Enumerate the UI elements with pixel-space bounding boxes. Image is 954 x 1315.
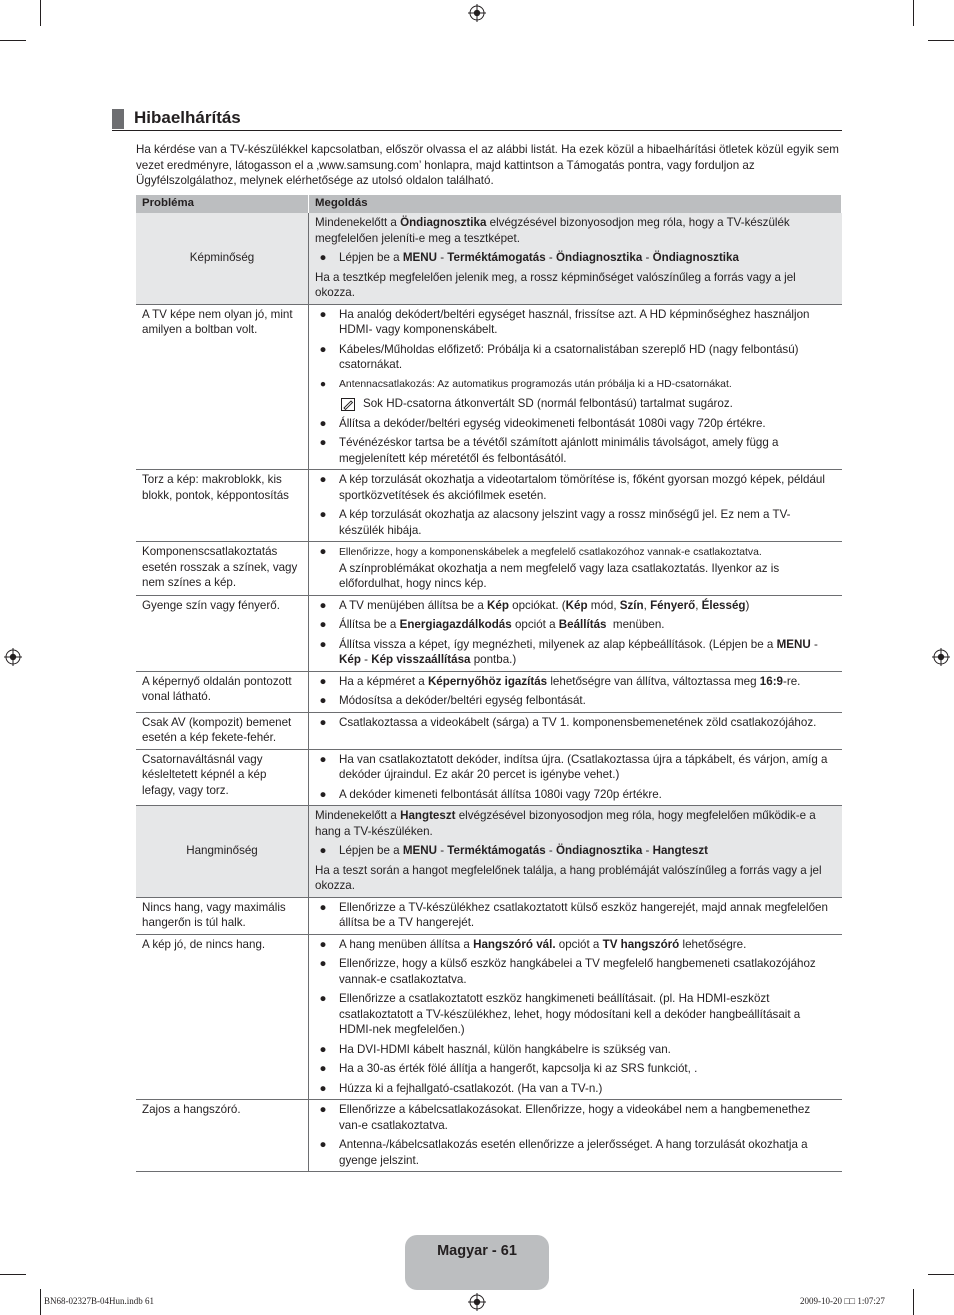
column-header-solution: Megoldás (309, 195, 842, 213)
note-item: Sok HD-csatorna átkonvertált SD (normál felbontású) tartalmat sugároz. (315, 396, 836, 412)
bullet-icon: ● (319, 957, 327, 970)
problem-cell: Komponenscsatlakoztatás esetén rosszak a színek, vagy nem színes a kép. (136, 542, 309, 596)
solution-bullet: ● Csatlakoztassa a videokábelt (sárga) a TV 1. komponensbemenetének zöld csatlakozójához. (315, 715, 836, 731)
bullet-icon: ● (319, 436, 327, 449)
solution-bullet: ● Kábeles/Műholdas előfizető: Próbálja ki a csatornalistában szereplő HD (nagy felbontású) csatornákat. (315, 342, 836, 373)
bullet-icon: ● (319, 1103, 327, 1116)
intro-paragraph: Ha kérdése van a TV-készülékkel kapcsolatban, először olvassa el az alábbi listát. Ha ezek közül a hibaelhárítási ötletek közül egyik sem vezet eredményre, látogasson el a ‚www.samsung.com’ honlapra, majd kattintson a Támogatás pontra, vagy forduljon az Ügyfélszolgálathoz, melynek elérhetősége az utolsó oldalon található. (136, 143, 839, 187)
solution-bullet: ● Ellenőrizze, hogy a külső eszköz hangkábelei a TV megfelelő hangbemeneti csatlakozójához vannak-e csatlakoztatva. (315, 956, 836, 987)
solution-cell (309, 712, 842, 749)
bullet-icon: ● (319, 618, 327, 631)
solution-bullet: ● Ellenőrizze, hogy a komponenskábelek a megfelelő csatlakozóhoz vannak-e csatlakoztatva. A színproblémákat okozhatja a nem megfelelő vagy laza csatlakoztatás. Ilyenkor az is előfordulhat, hogy nincs kép. (315, 544, 836, 592)
bullet-icon: ● (319, 715, 327, 729)
solution-bullet: ● Lépjen be a MENU - Terméktámogatás - Öndiagnosztika - Hangteszt (315, 843, 836, 859)
table-row (136, 749, 842, 806)
problem-cell: A kép jó, de nincs hang. (136, 934, 309, 1100)
column-header-problem: Probléma (136, 195, 309, 213)
bullet-icon: ● (319, 378, 327, 390)
solution-bullet: ● Húzza ki a fejhallgató-csatlakozót. (Ha van a TV-n.) (315, 1081, 836, 1097)
crop-mark (40, 0, 41, 26)
solution-bullet: ● A TV menüjében állítsa be a Kép opciókat. (Kép mód, Szín, Fényerő, Élesség) (315, 598, 836, 614)
troubleshooting-table (136, 195, 842, 1172)
bullet-icon: ● (319, 1042, 327, 1056)
solution-bullet: ● Lépjen be a MENU - Terméktámogatás - Öndiagnosztika - Öndiagnosztika (315, 250, 836, 266)
print-slug-date: 2009-10-20 □□ 1:07:27 (800, 1296, 885, 1306)
solution-bullet: ● Ha analóg dekódert/beltéri egységet használ, frissítse azt. A HD képminőséghez használjon HDMI- vagy komponenskábelt. (315, 307, 836, 338)
bullet-icon: ● (319, 416, 327, 430)
table-row (136, 712, 842, 749)
problem-cell: Képminőség (136, 213, 309, 304)
bullet-icon: ● (319, 674, 327, 688)
crop-mark (913, 0, 914, 26)
crop-mark (40, 1289, 41, 1315)
solution-cell (309, 897, 842, 934)
solution-cell (309, 542, 842, 596)
table-header-row (136, 195, 842, 213)
bullet-icon: ● (319, 307, 327, 321)
problem-cell: Nincs hang, vagy maximális hangerőn is túl halk. (136, 897, 309, 934)
print-slug-file: BN68-02327B-04Hun.indb 61 (44, 1296, 154, 1306)
problem-cell: Gyenge szín vagy fényerő. (136, 595, 309, 671)
registration-mark-icon (4, 648, 22, 666)
page-number: Magyar - 61 (437, 1243, 517, 1259)
solution-bullet: ● Állítsa be a Energiagazdálkodás opciót a Beállítás menüben. (315, 617, 836, 633)
solution-paragraph: Ha a teszt során a hangot megfelelőnek találja, a hang problémáját valószínűleg a forrás vagy a jel okozza. (315, 863, 822, 892)
solution-paragraph: Mindenekelőtt a Hangteszt elvégzésével bizonyosodjon meg róla, hogy megfelelően működik-e a hang a TV-készüléken. (315, 809, 816, 838)
bullet-icon: ● (319, 545, 327, 558)
solution-bullet: ● A kép torzulását okozhatja a videotartalom tömörítése is, főként gyorsan mozgó képek, például sportközvetítések és akciófilmek esetén. (315, 472, 836, 503)
solution-cell (309, 749, 842, 806)
solution-bullet: ● A kép torzulását okozhatja az alacsony jelszint vagy a rossz minőségű jel. Ez nem a TV-készülék hibája. (315, 507, 836, 538)
bullet-icon: ● (319, 342, 327, 356)
problem-cell: Csak AV (kompozit) bemenet esetén a kép fekete-fehér. (136, 712, 309, 749)
crop-mark (0, 40, 26, 41)
bullet-icon: ● (319, 251, 327, 264)
solution-cell (309, 213, 842, 304)
bullet-icon: ● (319, 1062, 327, 1075)
bullet-icon: ● (319, 992, 327, 1005)
table-row (136, 542, 842, 596)
solution-bullet: ● Ha a 30-as érték fölé állítja a hangerőt, kapcsolja ki az SRS funkciót, . (315, 1061, 836, 1077)
problem-cell: Torz a kép: makroblokk, kis blokk, pontok, képpontosítás (136, 470, 309, 542)
bullet-icon: ● (319, 787, 327, 801)
solution-cell (309, 934, 842, 1100)
solution-bullet: ● Antenna-/kábelcsatlakozás esetén ellenőrizze a jelerősséget. A hang torzulását okozhatja a gyenge jelszint. (315, 1137, 836, 1168)
bullet-icon: ● (319, 1081, 327, 1095)
solution-bullet: ● Ha van csatlakoztatott dekóder, indítsa újra. (Csatlakoztassa újra a tápkábelt, és várjon, amíg a dekóder újraindul. Ez akár 20 percet is igénybe vehet.) (315, 752, 836, 783)
solution-cell (309, 470, 842, 542)
bullet-icon: ● (319, 473, 327, 486)
bullet-icon: ● (319, 844, 327, 857)
crop-mark (928, 1274, 954, 1275)
bullet-icon: ● (319, 937, 327, 951)
registration-mark-icon (468, 4, 486, 22)
solution-bullet: ● Antennacsatlakozás: Az automatikus programozás után próbálja ki a HD-csatornákat. (315, 377, 836, 393)
solution-bullet: ● Ellenőrizze a csatlakoztatott eszköz hangkimeneti beállításait. (pl. Ha HDMI-eszközt csatlakoztatott a TV-készülékhez, lehet, hogy módosítani kell a dekóder hangbeállításait a HDMI-nek megfelelően.) (315, 991, 836, 1038)
registration-mark-icon (932, 648, 950, 666)
bullet-icon: ● (319, 900, 327, 914)
solution-bullet: ● Ha a képméret a Képernyőhöz igazítás lehetőségre van állítva, változtassa meg 16:9-re. (315, 674, 836, 690)
table-row (136, 897, 842, 934)
solution-bullet: ● Állítsa a dekóder/beltéri egység videokimeneti felbontását 1080i vagy 720p értékre. (315, 416, 836, 432)
solution-bullet: ● A hang menüben állítsa a Hangszóró vál. opciót a TV hangszóró lehetőségre. (315, 937, 836, 953)
problem-cell: Hangminőség (136, 806, 309, 898)
table-row (136, 1100, 842, 1172)
table-row (136, 304, 842, 470)
bullet-icon: ● (319, 752, 327, 766)
page-title: Hibaelhárítás (134, 108, 241, 127)
table-body (136, 213, 842, 1172)
title-divider (112, 130, 842, 131)
solution-cell (309, 806, 842, 898)
solution-cell (309, 595, 842, 671)
table-row (136, 213, 842, 304)
solution-paragraph: Mindenekelőtt a Öndiagnosztika elvégzésével bizonyosodjon meg róla, hogy a TV-készülék megfelelően jeleníti-e meg a tesztképet. (315, 216, 790, 245)
solution-bullet: ● A dekóder kimeneti felbontását állítsa 1080i vagy 720p értékre. (315, 787, 836, 803)
table-row (136, 806, 842, 898)
solution-bullet: ● Módosítsa a dekóder/beltéri egység felbontását. (315, 693, 836, 709)
crop-mark (0, 1274, 26, 1275)
problem-cell: Zajos a hangszóró. (136, 1100, 309, 1172)
solution-bullet: ● Ellenőrizze a TV-készülékhez csatlakoztatott külső eszköz hangerejét, majd annak megfelelően állítsa be a TV hangerejét. (315, 900, 836, 931)
solution-bullet: ● Állítsa vissza a képet, így megnézheti, milyenek az alap képbeállítások. (Lépjen be a MENU - Kép - Kép visszaállítása pontba.) (315, 637, 836, 668)
problem-cell: Csatornaváltásnál vagy késleltetett képnél a kép lefagy, vagy torz. (136, 749, 309, 806)
bullet-icon: ● (319, 637, 327, 651)
bullet-icon: ● (319, 1138, 327, 1151)
solution-cell (309, 1100, 842, 1172)
registration-mark-icon (468, 1293, 486, 1311)
solution-bullet: ● Tévénézéskor tartsa be a tévétől számított ajánlott minimális távolságot, amely függ a megjelenített kép méretétől és felbontásától. (315, 435, 836, 466)
problem-cell: A TV képe nem olyan jó, mint amilyen a boltban volt. (136, 304, 309, 470)
table-row (136, 470, 842, 542)
table-row (136, 934, 842, 1100)
solution-paragraph: Ha a tesztkép megfelelően jelenik meg, a rossz képminőséget valószínűleg a forrás vagy a jel okozza. (315, 270, 796, 299)
bullet-icon: ● (319, 694, 327, 707)
solution-cell (309, 304, 842, 470)
problem-cell: A képernyő oldalán pontozott vonal látható. (136, 671, 309, 712)
solution-bullet: ● Ellenőrizze a kábelcsatlakozásokat. Ellenőrizze, hogy a videokábel nem a hangbemenethez van-e csatlakoztatva. (315, 1102, 836, 1133)
bullet-icon: ● (319, 508, 327, 521)
solution-bullet: ● Ha DVI-HDMI kábelt használ, külön hangkábelre is szükség van. (315, 1042, 836, 1058)
table-row (136, 671, 842, 712)
solution-cell (309, 671, 842, 712)
bullet-icon: ● (319, 598, 327, 612)
crop-mark (913, 1289, 914, 1315)
table-row (136, 595, 842, 671)
section-marker (112, 109, 124, 129)
crop-mark (928, 40, 954, 41)
